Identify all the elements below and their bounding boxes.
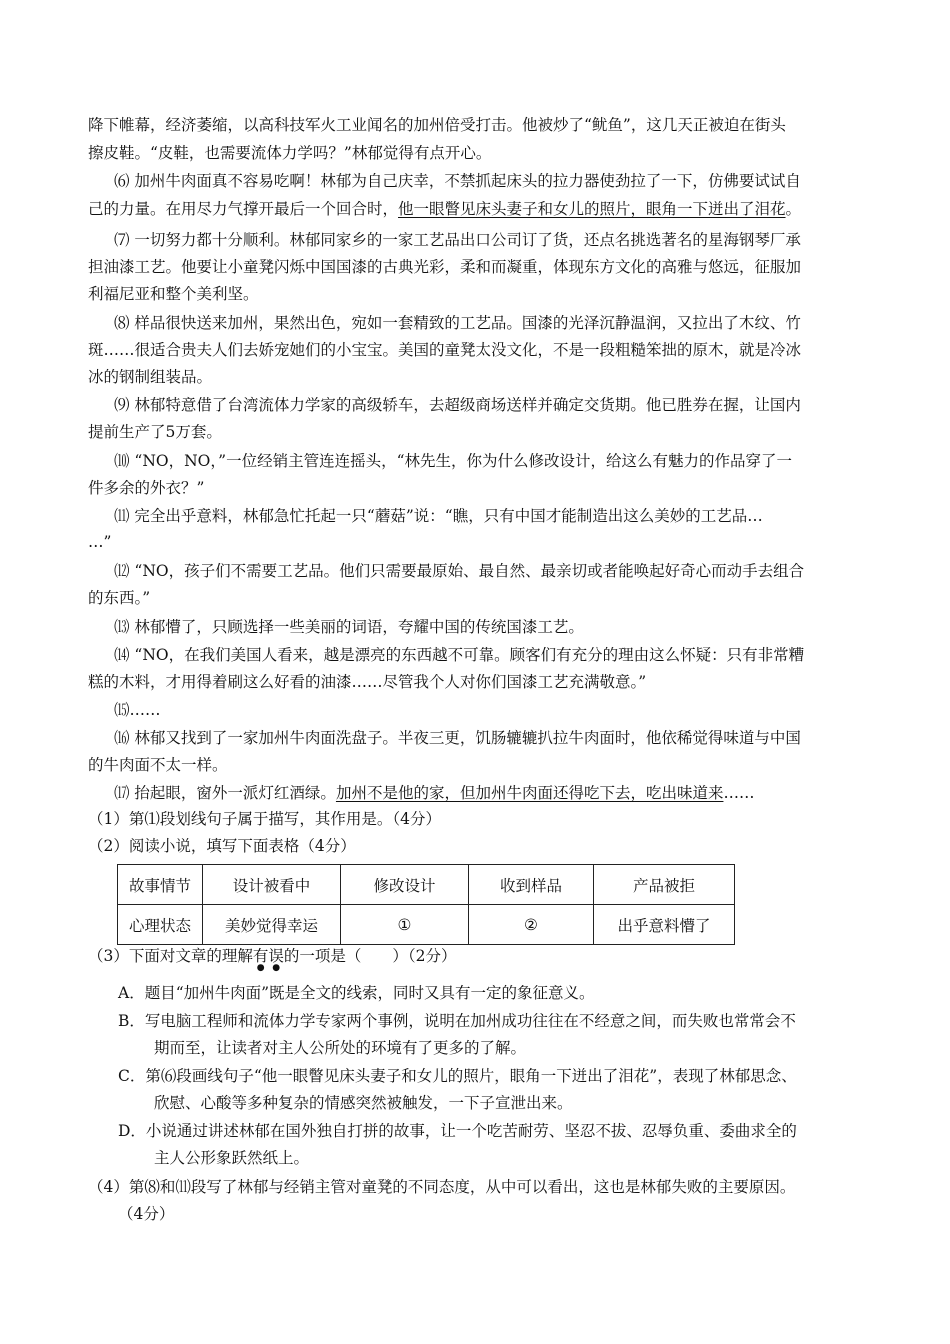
paragraph-11-line: …” — [88, 533, 112, 551]
paragraph-text: …… — [723, 784, 755, 802]
option-c-line: C．第⑹段画线句子“他一眼瞥见床头妻子和女儿的照片，眼角一下迸出了泪花”，表现了林郁思念、 — [118, 1067, 797, 1085]
table-cell: 心理状态 — [118, 905, 203, 945]
paragraph-7-line: 利福尼亚和整个美利坚。 — [88, 285, 259, 303]
paragraph-8-line: 斑……很适合贵夫人们去娇宠她们的小宝宝。美国的童凳太没文化，不是一段粗糙笨拙的原木，就是冷冰 — [88, 341, 802, 359]
option-c-line: 欣慰、心酸等多种复杂的情感突然被触发，一下子宣泄出来。 — [154, 1094, 573, 1112]
paragraph-12-line: ⑿ “NO，孩子们不需要工艺品。他们只需要最原始、最自然、最亲切或者能唤起好奇心而动手去组合 — [114, 562, 805, 580]
table-cell: ② — [469, 905, 594, 945]
paragraph-line: 擦皮鞋。“皮鞋，也需要流体力学吗？”林郁觉得有点开心。 — [88, 144, 492, 162]
emphasis-char — [252, 947, 269, 973]
table-cell: ① — [341, 905, 469, 945]
table-cell: 产品被拒 — [594, 865, 735, 905]
paragraph-10-line: ⑽ “NO，NO，”一位经销主管连连摇头，“林先生，你为什么修改设计，给这么有魅力的作品穿了一 — [114, 452, 792, 470]
paragraph-16-line: ⒃ 林郁又找到了一家加州牛肉面洗盘子。半夜三更，饥肠辘辘扒拉牛肉面时，他依稀觉得味道与中国 — [114, 729, 801, 747]
paragraph-6-line: ⑹ 加州牛肉面真不容易吃啊！林郁为自己庆幸，不禁抓起床头的拉力器使劲拉了一下，仿佛要试试自 — [114, 172, 801, 190]
table-cell: 出乎意料懵了 — [594, 905, 735, 945]
emphasis-dot: ● — [272, 963, 281, 973]
paragraph-10-line: 件多余的外衣？” — [88, 479, 205, 497]
emphasis-char — [268, 947, 284, 973]
table-cell: 修改设计 — [341, 865, 469, 905]
question-4-line: （4分） — [118, 1205, 175, 1223]
option-d-line: 主人公形象跃然纸上。 — [154, 1149, 310, 1167]
option-b-line: B．写电脑工程师和流体力学专家两个事例，说明在加州成功往往在不经意之间，而失败也常常会不 — [118, 1012, 796, 1030]
paragraph-13-line: ⒀ 林郁懵了，只顾选择一些美丽的词语，夸耀中国的传统国漆工艺。 — [114, 618, 584, 636]
paragraph-text: ⒄ 抬起眼，窗外一派灯红酒绿。 — [114, 784, 336, 802]
emphasis-dot: ● — [256, 963, 265, 973]
option-b-line: 期而至，让读者对主人公所处的环境有了更多的了解。 — [154, 1039, 527, 1057]
paragraph-8-line: 冰的钢制组装品。 — [88, 368, 213, 386]
paragraph-9-line: ⑼ 林郁特意借了台湾流体力学家的高级轿车，去超级商场送样并确定交货期。他已胜券在握，让国内 — [114, 396, 801, 414]
table-row — [118, 905, 735, 945]
paragraph-11-line: ⑾ 完全出乎意料，林郁急忙托起一只“蘑菇”说：“瞧，只有中国才能制造出这么美妙的工艺品… — [114, 507, 763, 525]
paragraph-8-line: ⑻ 样品很快送来加州，果然出色，宛如一套精致的工艺品。国漆的光泽沉静温润，又拉出了木纹、竹 — [114, 314, 801, 332]
table-cell: 设计被看中 — [203, 865, 341, 905]
paragraph-14-line: ⒁ “NO，在我们美国人看来，越是漂亮的东西越不可靠。顾客们有充分的理由这么怀疑：只有非常糟 — [114, 646, 805, 664]
table-row — [118, 865, 735, 905]
paragraph-line: 降下帷幕，经济萎缩，以高科技军火工业闻名的加州倍受打击。他被炒了“鱿鱼”，这几天正被迫在街头 — [88, 116, 786, 134]
underlined-sentence: 他一眼瞥见床头妻子和女儿的照片，眼角一下迸出了泪花 — [398, 200, 786, 218]
paragraph-6-line — [88, 199, 801, 219]
paragraph-12-line: 的东西。” — [88, 589, 151, 607]
underlined-sentence: 加州不是他的家，但加州牛肉面还得吃下去，吃出味道来 — [335, 784, 724, 802]
paragraph-16-line: 的牛肉面不太一样。 — [88, 756, 228, 774]
question-1: （1）第⑴段划线句子属于描写，其作用是。（4分） — [88, 810, 441, 828]
table-cell: 美妙觉得幸运 — [203, 905, 341, 945]
paragraph-14-line: 糕的木料，才用得着刷这么好看的油漆……尽管我个人对你们国漆工艺充满敬意。” — [88, 673, 647, 691]
paragraph-7-line: ⑺ 一切努力都十分顺利。林郁同家乡的一家工艺品出口公司订了货，还点名挑选著名的星海钢琴厂承 — [114, 231, 801, 249]
emphasis-text: 有 — [252, 947, 269, 965]
paragraph-17-line — [114, 783, 754, 803]
question-2: （2）阅读小说，填写下面表格（4分） — [88, 837, 356, 855]
question-text: （3）下面对文章的理解 — [88, 947, 253, 965]
paragraph-9-line: 提前生产了5万套。 — [88, 423, 222, 441]
question-text: 的一项是（ ）（2分） — [283, 947, 457, 965]
option-d-line: D．小说通过讲述林郁在国外独自打拼的故事，让一个吃苦耐劳、坚忍不拔、忍辱负重、委曲求全的 — [118, 1122, 797, 1140]
paragraph-text: 。 — [785, 200, 802, 218]
paragraph-7-line: 担油漆工艺。他要让小童凳闪烁中国国漆的古典光彩，柔和而凝重，体现东方文化的高雅与悠远，征服加 — [88, 258, 802, 276]
paragraph-text: 己的力量。在用尽力气撑开最后一个回合时， — [88, 200, 399, 218]
table-cell: 故事情节 — [118, 865, 203, 905]
question-3 — [88, 946, 457, 973]
story-table — [117, 864, 735, 945]
option-a: A．题目“加州牛肉面”既是全文的线索，同时又具有一定的象征意义。 — [118, 984, 595, 1002]
table-cell: 收到样品 — [469, 865, 594, 905]
emphasis-text: 误 — [268, 947, 284, 965]
question-4-line: （4）第⑻和⑾段写了林郁与经销主管对童凳的不同态度，从中可以看出，这也是林郁失败的主要原因。 — [88, 1178, 796, 1196]
paragraph-15-line: ⒂…… — [114, 701, 161, 719]
